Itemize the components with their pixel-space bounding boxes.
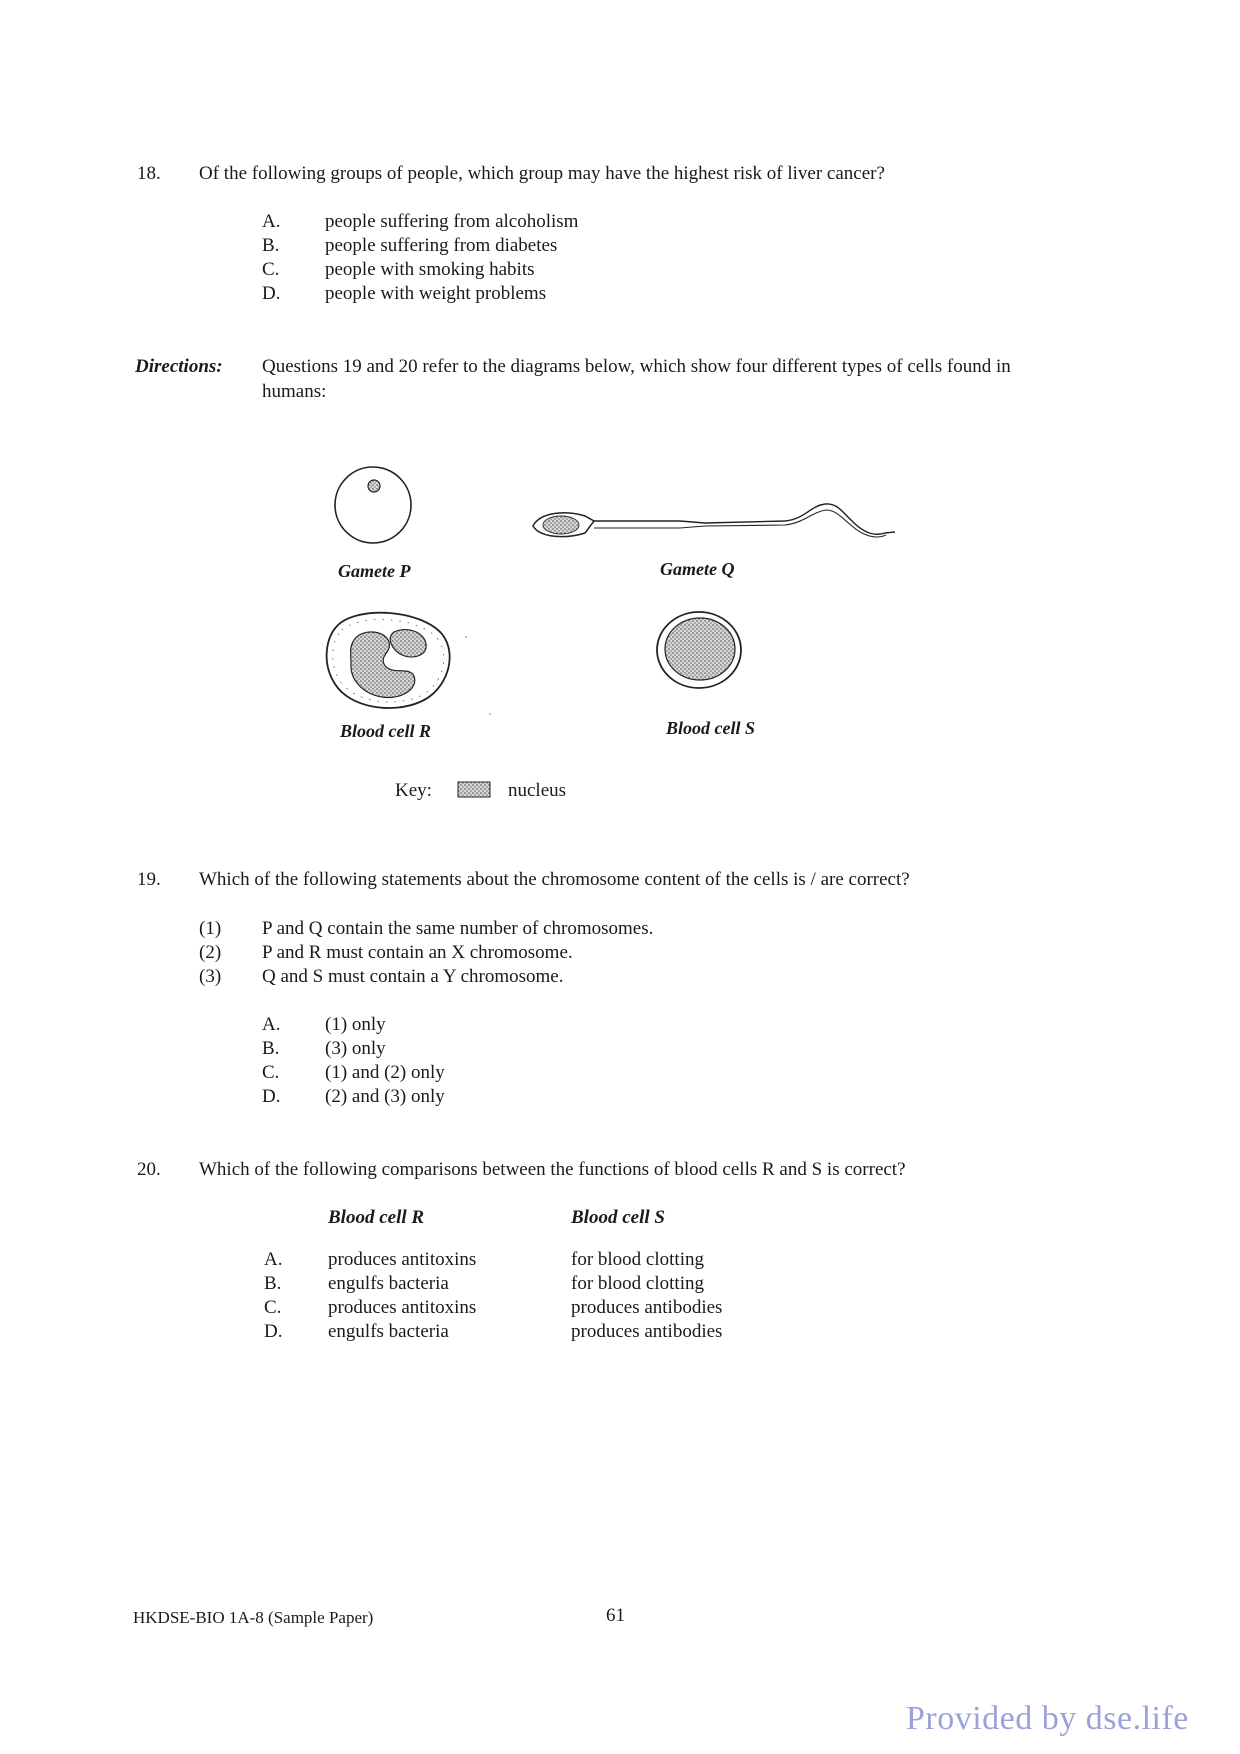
statement-number: (3)	[199, 966, 222, 987]
option-text: (1) and (2) only	[325, 1062, 445, 1083]
watermark: Provided by dse.life	[906, 1700, 1189, 1737]
cell-s: for blood clotting	[571, 1273, 704, 1294]
option-letter: A.	[262, 211, 281, 232]
option-letter: C.	[264, 1297, 282, 1318]
key-text: nucleus	[508, 780, 567, 801]
page-number: 61	[606, 1605, 625, 1626]
cell-r: engulfs bacteria	[328, 1321, 449, 1342]
statement-text: P and Q contain the same number of chromosomes.	[262, 918, 654, 939]
gamete-q-illustration	[533, 504, 895, 537]
blood-cell-r-illustration	[327, 613, 491, 715]
question-stem: Which of the following comparisons between the functions of blood cells R and S is correct?	[199, 1159, 906, 1180]
question-number: 18.	[137, 163, 161, 184]
option-letter: C.	[262, 259, 280, 280]
column-header-r: Blood cell R	[328, 1207, 425, 1228]
option-letter: A.	[262, 1014, 281, 1035]
option-letter: C.	[262, 1062, 280, 1083]
label-gamete-p: Gamete P	[338, 561, 411, 581]
label-gamete-q: Gamete Q	[660, 559, 735, 579]
directions-text: humans:	[262, 381, 327, 402]
statement-text: Q and S must contain a Y chromosome.	[262, 966, 564, 987]
directions-label: Directions:	[135, 356, 223, 377]
statement-number: (2)	[199, 942, 222, 963]
option-text: (2) and (3) only	[325, 1086, 445, 1107]
cell-s: for blood clotting	[571, 1249, 704, 1270]
option-text: (1) only	[325, 1014, 386, 1035]
cell-s: produces antibodies	[571, 1297, 723, 1318]
option-letter: B.	[262, 235, 280, 256]
statement-text: P and R must contain an X chromosome.	[262, 942, 573, 963]
option-text: people suffering from diabetes	[325, 235, 558, 256]
option-text: people with weight problems	[325, 283, 547, 304]
directions-text: Questions 19 and 20 refer to the diagrams below, which show four different types of cells found in	[262, 356, 1011, 377]
footer-paper-code: HKDSE-BIO 1A-8 (Sample Paper)	[133, 1608, 374, 1627]
option-text: (3) only	[325, 1038, 386, 1059]
question-stem: Which of the following statements about the chromosome content of the cells is / are correct?	[199, 869, 910, 890]
blood-cell-s-illustration	[657, 612, 741, 688]
option-letter: D.	[262, 283, 281, 304]
question-stem: Of the following groups of people, which group may have the highest risk of liver cancer?	[199, 163, 885, 184]
label-blood-cell-r: Blood cell R	[340, 721, 431, 741]
cell-r: engulfs bacteria	[328, 1273, 449, 1294]
cell-r: produces antitoxins	[328, 1249, 477, 1270]
question-number: 19.	[137, 869, 161, 890]
cell-r: produces antitoxins	[328, 1297, 477, 1318]
option-letter: D.	[264, 1321, 283, 1342]
column-header-s: Blood cell S	[571, 1207, 665, 1228]
key-label: Key:	[395, 780, 432, 801]
question-number: 20.	[137, 1159, 161, 1180]
option-letter: A.	[264, 1249, 283, 1270]
option-text: people with smoking habits	[325, 259, 535, 280]
cell-diagram-drawing	[0, 0, 1240, 820]
option-text: people suffering from alcoholism	[325, 211, 579, 232]
gamete-p-illustration	[335, 467, 411, 543]
statement-number: (1)	[199, 918, 222, 939]
label-blood-cell-s: Blood cell S	[666, 718, 755, 738]
cell-s: produces antibodies	[571, 1321, 723, 1342]
key-nucleus-swatch	[458, 782, 490, 797]
option-letter: D.	[262, 1086, 281, 1107]
option-letter: B.	[262, 1038, 280, 1059]
option-letter: B.	[264, 1273, 282, 1294]
